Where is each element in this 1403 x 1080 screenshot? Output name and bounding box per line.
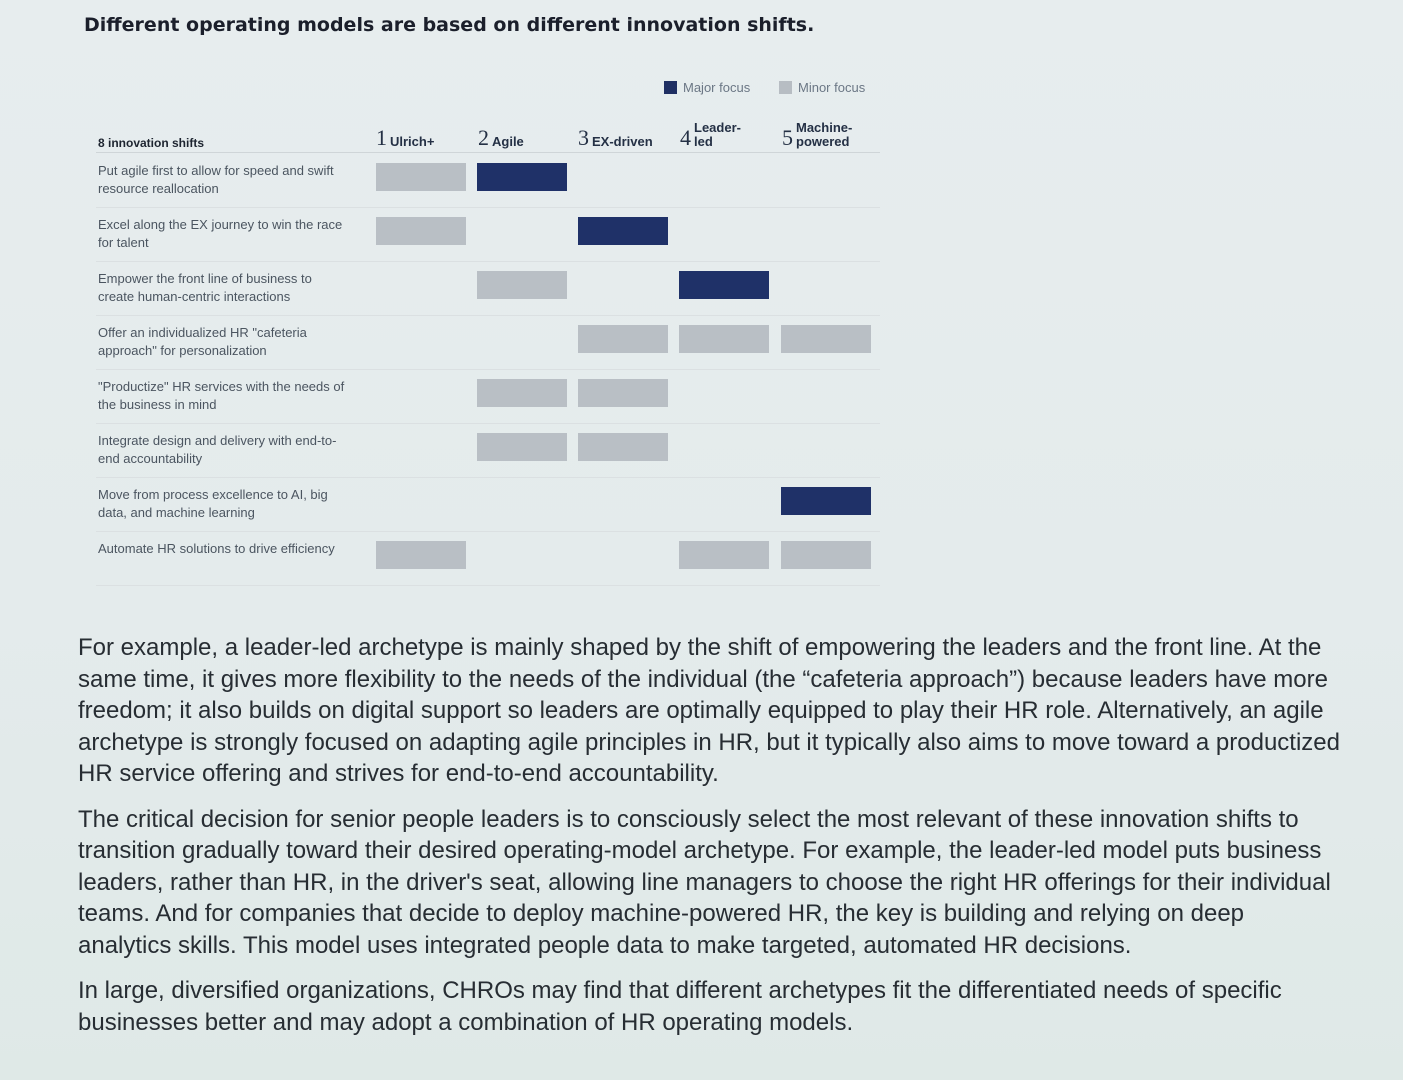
minor-focus-cell: [679, 541, 769, 569]
column-number: 1: [376, 125, 387, 150]
major-focus-cell: [578, 217, 668, 245]
table-row: [96, 369, 880, 424]
minor-focus-cell: [477, 271, 567, 299]
minor-focus-cell: [578, 433, 668, 461]
minor-focus-swatch: [779, 81, 792, 94]
legend-minor-label: Minor focus: [798, 80, 866, 95]
minor-focus-cell: [376, 217, 466, 245]
legend-major: [664, 80, 750, 95]
minor-focus-cell: [578, 325, 668, 353]
minor-focus-cell: [578, 379, 668, 407]
paragraph: The critical decision for senior people leaders is to consciously select the most relevant of these innovation shifts to transition gradually toward their desired operating-model archetype. For example, the leader-led model puts business leaders, rather than HR, in the driver's seat, allowing line managers to choose the right HR offerings for their individual teams. And for companies that decide to deploy machine-powered HR, the key is building and relying on deep analytics skills. This model uses integrated people data to make targeted, automated HR decisions.: [78, 805, 1331, 959]
column-name: Agile: [492, 134, 524, 149]
shift-label: Move from process excellence to AI, big data, and machine learning: [98, 487, 328, 520]
minor-focus-cell: [781, 325, 871, 353]
column-header-agile: [478, 127, 524, 149]
shift-label: Automate HR solutions to drive efficiency: [98, 541, 335, 556]
innovation-shifts-header: 8 innovation shifts: [98, 136, 205, 150]
shift-label: "Productize" HR services with the needs of the business in mind: [98, 379, 345, 412]
shift-label: Integrate design and delivery with end-to-end accountability: [98, 433, 337, 466]
table-row: [96, 261, 880, 316]
column-header-ulrich: [376, 127, 434, 149]
column-number: 3: [578, 125, 589, 150]
body-text: [78, 632, 1340, 1052]
column-name: EX-driven: [592, 134, 653, 149]
column-header-machine-powered: [782, 121, 852, 149]
table-row: [96, 153, 880, 208]
shift-label: Put agile first to allow for speed and swift resource reallocation: [98, 163, 334, 196]
minor-focus-cell: [376, 163, 466, 191]
legend-major-label: Major focus: [683, 80, 751, 95]
major-focus-swatch: [664, 81, 677, 94]
shift-label: Excel along the EX journey to win the race for talent: [98, 217, 343, 250]
column-number: 5: [782, 125, 793, 150]
paragraph: In large, diversified organizations, CHROs may find that different archetypes fit the differentiated needs of specific businesses better and may adopt a combination of HR operating models.: [78, 977, 1282, 1036]
table-row: [96, 315, 880, 370]
column-header-leader-led: [680, 121, 741, 149]
minor-focus-cell: [781, 541, 871, 569]
table-row: [96, 207, 880, 262]
legend-minor: [779, 80, 865, 95]
major-focus-cell: [679, 271, 769, 299]
major-focus-cell: [781, 487, 871, 515]
column-name: Machine- powered: [796, 120, 853, 149]
page-title: Different operating models are based on different innovation shifts.: [84, 14, 815, 36]
minor-focus-cell: [477, 379, 567, 407]
paragraph: For example, a leader-led archetype is mainly shaped by the shift of empowering the leaders and the front line. At the same time, it gives more flexibility to the needs of the individual (the “cafeteria approach”) because leaders have more freedom; it also builds on digital support so leaders are optimally equipped to play their HR role. Alternatively, an agile archetype is strongly focused on adapting agile principles in HR, but it typically also aims to move toward a productized HR service offering and strives for end-to-end accountability.: [78, 634, 1340, 787]
column-number: 4: [680, 125, 691, 150]
minor-focus-cell: [477, 433, 567, 461]
table-row: [96, 423, 880, 478]
table-row: [96, 477, 880, 532]
column-header-ex-driven: [578, 127, 653, 149]
table-row: [96, 531, 880, 586]
table-header: [96, 106, 880, 153]
shift-label: Empower the front line of business to create human-centric interactions: [98, 271, 312, 304]
column-name: Ulrich+: [390, 134, 435, 149]
column-name: Leader- led: [694, 120, 741, 149]
column-number: 2: [478, 125, 489, 150]
shift-label: Offer an individualized HR "cafeteria approach" for personalization: [98, 325, 307, 358]
minor-focus-cell: [679, 325, 769, 353]
minor-focus-cell: [376, 541, 466, 569]
major-focus-cell: [477, 163, 567, 191]
